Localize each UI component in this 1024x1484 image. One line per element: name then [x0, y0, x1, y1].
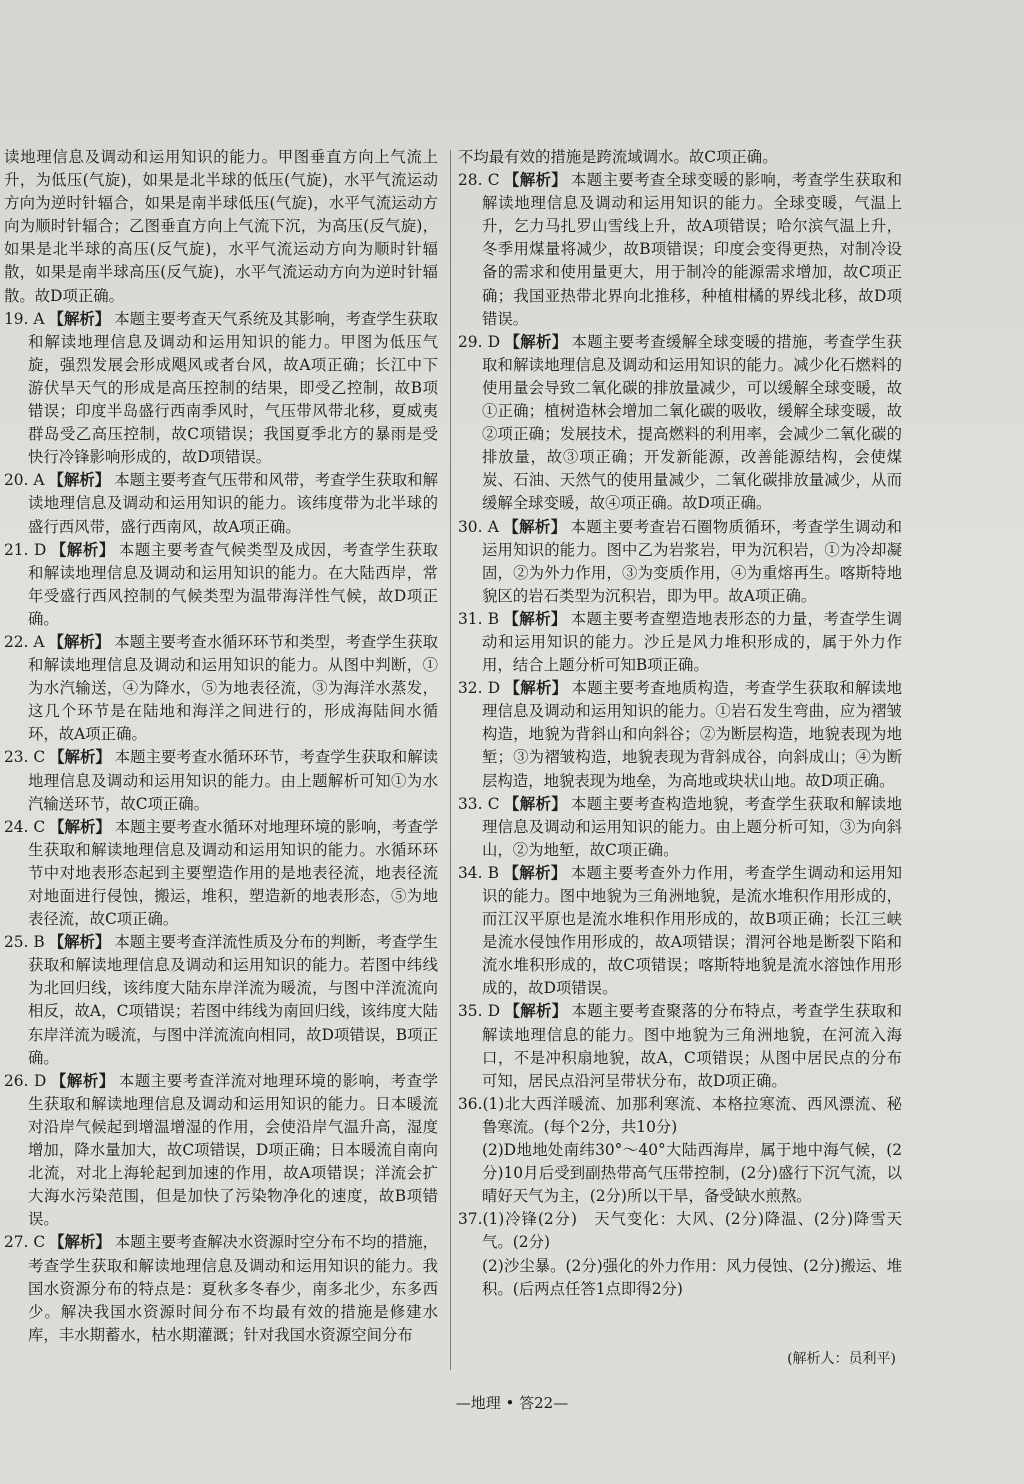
- answer-text: 本题主要考查天气系统及其影响，考查学生获取和解读地理信息及调动和运用知识的能力。甲图为低压气旋，强烈发展会形成飓风或者台风，故A项正确；长江中下游伏旱天气的形成是高压控制的结果，即受乙控制，故B项错误；印度半岛盛行西南季风时，气压带风带北移，夏威夷群岛受乙高压控制，故C项错误；我国夏季北方的暴雨是受快行冷锋影响形成的，故D项错误。: [28, 309, 438, 467]
- answer-text: 本题主要考查岩石圈物质循环，考查学生调动和运用知识的能力。图中乙为岩浆岩，甲为沉积岩，①为冷却凝固，②为外力作用，③为变质作用，④为重熔再生。喀斯特地貌区的岩石类型为沉积岩，即为甲。故A项正确。: [482, 517, 902, 605]
- answer-item-q34: [458, 862, 902, 1001]
- right-column: [458, 146, 902, 1301]
- answer-text: 本题主要考查气候类型及成因，考查学生获取和解读地理信息及调动和运用知识的能力。在大陆西岸，常年受盛行西风控制的气候类型为温带海洋性气候，故D项正确。: [28, 540, 438, 628]
- analysis-tag: 【解析】: [49, 817, 111, 836]
- answer-number: 19. A: [4, 309, 45, 328]
- answer-text: 本题主要考查解决水资源时空分布不均的措施，考查学生获取和解读地理信息及调动和运用知识的能力。我国水资源分布的特点是：夏秋多冬春少，南多北少，东多西少。解决我国水资源时间分布不均最有效的措施是修建水库，丰水期蓄水，枯水期灌溉；针对我国水资源空间分布: [28, 1233, 438, 1344]
- answer-text: 本题主要考查构造地貌，考查学生获取和解读地理信息及调动和运用知识的能力。由上题分析可知，③为向斜山，②为地堑，故C项正确。: [482, 794, 902, 859]
- answer-number: 27. C: [4, 1233, 46, 1252]
- column-divider: [450, 150, 451, 1370]
- answer-text: 本题主要考查洋流性质及分布的判断，考查学生获取和解读地理信息及调动和运用知识的能力。若图中纬线为北回归线，该纬度大陆东岸洋流为暖流，与图中洋流流向相反，故A，C项错误；若图中纬线为南回归线，该纬度大陆东岸洋流为暖流，与图中洋流流向相同，故D项错误，B项正确。: [28, 933, 438, 1067]
- answer-text: 本题主要考查水循环环节和类型，考查学生获取和解读地理信息及调动和运用知识的能力。从图中判断，①为水汽输送，④为降水，⑤为地表径流，③为海洋水蒸发，这几个环节是在陆地和海洋之间进行的，形成海陆间水循环，故A项正确。: [28, 632, 438, 744]
- analysis-tag: 【解析】: [50, 540, 115, 559]
- answer-item-q37a: [458, 1208, 902, 1254]
- answer-item-q31: [458, 608, 902, 677]
- answer-item-q21: [4, 539, 438, 631]
- answer-number: 28. C: [458, 171, 500, 190]
- analysis-tag: 【解析】: [48, 309, 111, 328]
- answer-number: 24. C: [4, 817, 46, 836]
- answer-number: 26. D: [4, 1071, 47, 1090]
- analysis-tag: 【解析】: [504, 1002, 568, 1021]
- answer-text: (1)冷锋(2分) 天气变化：大风、(2分)降温、(2分)降雪天气。(2分): [482, 1210, 902, 1252]
- answer-number: 21. D: [4, 540, 47, 559]
- analysis-tag: 【解析】: [48, 933, 111, 952]
- analysis-tag: 【解析】: [503, 171, 568, 190]
- answer-item-q30: [458, 516, 902, 608]
- analysis-tag: 【解析】: [504, 679, 568, 698]
- analysis-tag: 【解析】: [503, 609, 567, 628]
- analysis-tag: 【解析】: [48, 632, 111, 651]
- answer-item-q29: [458, 331, 902, 516]
- analysis-tag: 【解析】: [48, 471, 111, 490]
- answer-text: 本题主要考查水循环对地理环境的影响，考查学生获取和解读地理信息及调动和运用知识的能力。水循环环节中对地表形态起到主要塑造作用的是地表径流，地表径流对地面进行侵蚀，搬运，堆积，塑造新的地表形态，⑤为地表径流，故C项正确。: [28, 817, 438, 929]
- signature: (解析人：员利平): [787, 1351, 896, 1367]
- answer-number: 29. D: [458, 332, 501, 351]
- answer-number: 34. B: [458, 863, 500, 882]
- answer-item-q22: [4, 631, 438, 746]
- analysis-tag: 【解析】: [49, 1233, 111, 1252]
- answer-item-q36a: [458, 1093, 902, 1139]
- answer-number: 30. A: [458, 517, 499, 536]
- answer-item-q37b: [458, 1255, 902, 1301]
- answer-text: 本题主要考查地质构造，考查学生获取和解读地理信息及调动和运用知识的能力。①岩石发生弯曲，应为褶皱构造，地貌为背斜山和向斜谷；②为断层构造，地貌表现为地堑；③为褶皱构造，地貌表现为背斜成谷，向斜成山；④为断层构造，地貌表现为地垒，为高地或块状山地。故D项正确。: [482, 679, 902, 790]
- answer-text: 本题主要考查聚落的分布特点，考查学生获取和解读地理信息的能力。图中地貌为三角洲地貌，在河流入海口，不是冲积扇地貌，故A，C项错误；从图中居民点的分布可知，居民点沿河呈带状分布，故D项正确。: [482, 1002, 902, 1090]
- answer-text: 本题主要考查外力作用，考查学生调动和运用知识的能力。图中地貌为三角洲地貌，是流水堆积作用形成的，而江汉平原也是流水堆积作用形成的，故B项正确；长江三峡是流水侵蚀作用形成的，故A项错误；渭河谷地是断裂下陷和流水堆积形成的，故C项错误；喀斯特地貌是流水溶蚀作用形成的，故D项错误。: [482, 863, 902, 998]
- analysis-tag: 【解析】: [503, 863, 567, 882]
- answer-number: 37.: [458, 1210, 483, 1229]
- answer-number: 35. D: [458, 1002, 501, 1021]
- answer-number: 23. C: [4, 748, 46, 767]
- answer-text: 本题主要考查塑造地表形态的力量，考查学生调动和运用知识的能力。沙丘是风力堆积形成的，属于外力作用，结合上题分析可知B项正确。: [482, 609, 902, 675]
- answer-item-q20: [4, 469, 438, 538]
- left-column: [4, 146, 438, 1347]
- answer-item-q26: [4, 1070, 438, 1232]
- answer-text: (2)D地地处南纬30°～40°大陆西海岸，属于地中海气候，(2分)10月后受到副热带高气压带控制，(2分)盛行下沉气流，以晴好天气为主，(2分)所以干旱，备受缺水煎熬。: [482, 1141, 902, 1206]
- answer-item-q36b: [458, 1139, 902, 1208]
- answer-item-q25: [4, 931, 438, 1070]
- answer-item-q32: [458, 677, 902, 792]
- answer-item-q23: [4, 746, 438, 815]
- answer-text: 读地理信息及调动和运用知识的能力。甲图垂直方向上气流上升，为低压(气旋)，如果是北半球的低压(气旋)，水平气流运动方向为逆时针辐合，如果是南半球低压(气旋)，水平气流运动方向为顺时针辐合；乙图垂直方向上气流下沉，为高压(反气旋)，如果是北半球的高压(反气旋)，水平气流运动方向为顺时针辐散，如果是南半球高压(反气旋)，水平气流运动方向为逆时针辐散。故D项正确。: [4, 148, 438, 305]
- answer-number: 31. B: [458, 609, 500, 628]
- answer-text: 本题主要考查气压带和风带，考查学生获取和解读地理信息及调动和运用知识的能力。该纬度带为北半球的盛行西风带，盛行西南风，故A项正确。: [28, 471, 438, 536]
- answer-item-q28: [458, 169, 902, 331]
- answer-item-cont: [4, 146, 438, 308]
- answer-text: 本题主要考查洋流对地理环境的影响，考查学生获取和解读地理信息及调动和运用知识的能力。日本暖流对沿岸气候起到增温增湿的作用，会使沿岸气温升高，湿度增加，降水量加大，故C项错误，D项正确；日本暖流自南向北流，对北上海轮起到加速的作用，故A项错误；洋流会扩大海水污染范围，但是加快了污染物净化的速度，故B项错误。: [28, 1071, 438, 1229]
- answer-number: 33. C: [458, 794, 500, 813]
- answer-text: (2)沙尘暴。(2分)强化的外力作用：风力侵蚀、(2分)搬运、堆积。(后两点任答1点即得2分): [482, 1256, 902, 1298]
- answer-item-q35: [458, 1000, 902, 1092]
- answer-item-q33: [458, 793, 902, 862]
- answer-number: 20. A: [4, 471, 45, 490]
- answer-number: 22. A: [4, 632, 45, 651]
- answer-number: 25. B: [4, 933, 45, 952]
- answer-text: 不均最有效的措施是跨流域调水。故C项正确。: [458, 148, 778, 166]
- analysis-tag: 【解析】: [504, 332, 568, 351]
- analysis-tag: 【解析】: [50, 1071, 115, 1090]
- answer-text: 本题主要考查全球变暖的影响，考查学生获取和解读地理信息及调动和运用知识的能力。全球变暖，气温上升，乞力马扎罗山雪线上升，故A项错误；哈尔滨气温上升，冬季用煤量将减少，故B项错误；印度会变得更热，对制冷设备的需求和使用量更大，用于制冷的能源需求增加，故C项正确；我国亚热带北界向北推移，种植柑橘的界线北移，故D项错误。: [482, 171, 902, 328]
- analysis-tag: 【解析】: [502, 517, 567, 536]
- answer-text: 本题主要考查水循环环节，考查学生获取和解读地理信息及调动和运用知识的能力。由上题解析可知①为水汽输送环节，故C项正确。: [28, 748, 438, 813]
- answer-item-q24: [4, 816, 438, 931]
- answer-text: (1)北大西洋暖流、加那利寒流、本格拉寒流、西风漂流、秘鲁寒流。(每个2分，共10分): [482, 1094, 902, 1136]
- page-footer: —地理 • 答22—: [455, 1394, 569, 1412]
- analysis-tag: 【解析】: [503, 794, 568, 813]
- answer-item-q27: [4, 1231, 438, 1346]
- answer-text: 本题主要考查缓解全球变暖的措施，考查学生获取和解读地理信息及调动和运用知识的能力。减少化石燃料的使用量会导致二氧化碳的排放量减少，可以缓解全球变暖，故①正确；植树造林会增加二氧化碳的吸收，缓解全球变暖，故②项正确；发展技术，提高燃料的利用率，会减少二氧化碳的排放量，故③项正确；开发新能源，改善能源结构，会使煤炭、石油、天然气的使用量减少，二氧化碳排放量减少，从而缓解全球变暖，故④项正确。故D项正确。: [482, 332, 902, 513]
- answer-item-cont2: [458, 146, 902, 169]
- answer-number: 36.: [458, 1094, 483, 1113]
- analysis-tag: 【解析】: [49, 748, 111, 767]
- answer-item-q19: [4, 308, 438, 470]
- answer-number: 32. D: [458, 679, 501, 698]
